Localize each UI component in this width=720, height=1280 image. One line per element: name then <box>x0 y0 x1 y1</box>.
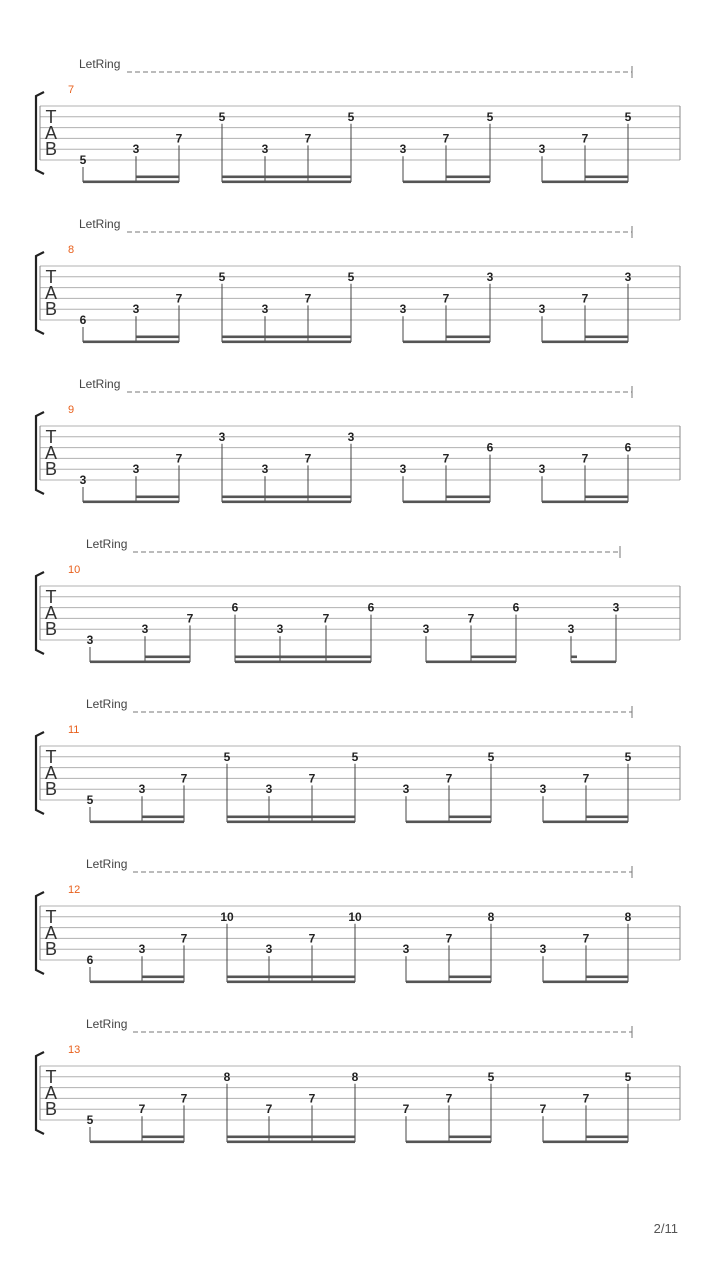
tab-clef-letter: T <box>45 747 57 767</box>
fret-number: 8 <box>624 909 632 924</box>
fret-number: 5 <box>218 109 226 124</box>
beam-primary <box>403 501 490 504</box>
fret-number: 3 <box>538 302 546 317</box>
tab-clef-letter: B <box>44 779 58 799</box>
fret-number: 5 <box>624 749 632 764</box>
fret-number: 3 <box>265 942 273 957</box>
fret-number: 3 <box>538 142 546 157</box>
fret-number: 10 <box>348 909 362 924</box>
tab-clef-letter: B <box>44 459 58 479</box>
fret-number: 3 <box>261 142 269 157</box>
beam-primary <box>571 661 616 664</box>
beam-secondary <box>136 496 179 499</box>
fret-number: 7 <box>186 611 194 626</box>
beam-secondary <box>585 176 628 179</box>
fret-number: 5 <box>86 1113 94 1127</box>
fret-number: 5 <box>624 109 632 124</box>
fret-number: 3 <box>399 142 407 157</box>
fret-number: 3 <box>612 600 620 615</box>
fret-number: 7 <box>581 451 589 466</box>
fret-number: 7 <box>308 771 316 786</box>
measure-number: 11 <box>68 724 80 736</box>
beam-primary <box>227 821 355 824</box>
fret-number: 7 <box>581 291 589 306</box>
fret-number: 10 <box>220 909 234 924</box>
fret-number: 7 <box>138 1102 146 1117</box>
beam-secondary <box>227 1136 312 1139</box>
beam-secondary <box>142 1136 184 1139</box>
fret-number: 7 <box>582 771 590 786</box>
fret-number: 6 <box>512 600 520 615</box>
beam-secondary <box>222 176 308 179</box>
fret-number: 5 <box>347 109 355 124</box>
fret-number: 7 <box>442 451 450 466</box>
measure-number: 9 <box>68 404 75 416</box>
beam-secondary <box>449 976 491 979</box>
tab-clef-letter: A <box>44 603 58 623</box>
beam-primary <box>83 181 179 184</box>
tab-clef-letter: B <box>44 1099 58 1119</box>
fret-number: 7 <box>180 1091 188 1106</box>
beam-primary <box>90 1141 184 1144</box>
fret-number: 3 <box>539 942 547 957</box>
measure-number: 13 <box>68 1044 81 1056</box>
beam-secondary <box>222 336 308 339</box>
beam-secondary <box>142 976 184 979</box>
tab-clef-letter: T <box>45 267 57 287</box>
beam-primary <box>542 341 628 344</box>
beam-primary <box>406 981 491 984</box>
fret-number: 7 <box>265 1102 273 1117</box>
fret-number: 6 <box>231 600 239 615</box>
fret-number: 7 <box>582 931 590 946</box>
letring-label: LetRing <box>79 217 121 231</box>
beam-secondary <box>586 816 628 819</box>
measure-number: 7 <box>68 84 75 96</box>
tab-clef-letter: A <box>44 283 58 303</box>
fret-number: 3 <box>265 782 273 797</box>
letring-label: LetRing <box>79 57 121 71</box>
beam-primary <box>406 821 491 824</box>
fret-number: 5 <box>218 269 226 284</box>
fret-number: 8 <box>487 909 495 924</box>
fret-number: 7 <box>582 1091 590 1106</box>
tab-clef-letter: T <box>45 1067 57 1087</box>
beam-secondary <box>585 336 628 339</box>
beam-secondary <box>586 1136 628 1139</box>
fret-number: 8 <box>223 1069 231 1084</box>
beam-secondary <box>471 656 516 659</box>
tab-clef-letter: T <box>45 587 57 607</box>
beam-secondary <box>446 176 490 179</box>
beam-secondary <box>446 336 490 339</box>
fret-number: 3 <box>276 622 284 637</box>
fret-number: 3 <box>486 269 494 284</box>
fret-number: 6 <box>486 440 494 455</box>
beam-primary <box>543 821 628 824</box>
fret-number: 3 <box>261 302 269 317</box>
fret-number: 7 <box>304 451 312 466</box>
fret-number: 3 <box>402 942 410 957</box>
beam-primary <box>222 341 351 344</box>
beam-secondary <box>227 816 312 819</box>
beam-primary <box>222 181 351 184</box>
fret-number: 7 <box>175 131 183 146</box>
beam-primary <box>542 501 628 504</box>
tab-clef-letter: T <box>45 427 57 447</box>
tab-clef-letter: T <box>45 907 57 927</box>
fret-number: 7 <box>442 291 450 306</box>
beam-primary <box>426 661 516 664</box>
beam-primary <box>90 661 190 664</box>
tab-clef-letter: T <box>45 107 57 127</box>
beam-primary <box>222 501 351 504</box>
fret-number: 3 <box>138 942 146 957</box>
fret-number: 7 <box>175 291 183 306</box>
fret-number: 3 <box>138 782 146 797</box>
fret-number: 7 <box>180 771 188 786</box>
letring-label: LetRing <box>86 537 128 551</box>
fret-number: 3 <box>539 782 547 797</box>
beam-secondary <box>449 1136 491 1139</box>
tab-clef-letter: A <box>44 923 58 943</box>
fret-number: 3 <box>261 462 269 477</box>
beam-secondary <box>227 976 312 979</box>
letring-label: LetRing <box>79 377 121 391</box>
fret-number: 7 <box>322 611 330 626</box>
beam-primary <box>235 661 371 664</box>
beam-primary <box>227 981 355 984</box>
fret-number: 7 <box>445 1091 453 1106</box>
beam-primary <box>227 1141 355 1144</box>
letring-label: LetRing <box>86 857 128 871</box>
fret-number: 5 <box>487 1069 495 1084</box>
fret-number: 3 <box>347 429 355 444</box>
fret-number: 3 <box>141 622 149 637</box>
fret-number: 7 <box>175 451 183 466</box>
fret-number: 6 <box>86 953 94 967</box>
fret-number: 3 <box>218 429 226 444</box>
beam-secondary <box>585 496 628 499</box>
beam-secondary <box>235 656 326 659</box>
fret-number: 3 <box>132 142 140 157</box>
fret-number: 5 <box>86 793 94 807</box>
beam-primary <box>403 181 490 184</box>
letring-label: LetRing <box>86 1017 128 1031</box>
fret-number: 7 <box>581 131 589 146</box>
fret-number: 5 <box>486 109 494 124</box>
fret-number: 3 <box>402 782 410 797</box>
fret-number: 3 <box>86 633 94 647</box>
fret-number: 5 <box>351 749 359 764</box>
tab-clef-letter: A <box>44 443 58 463</box>
fret-number: 3 <box>624 269 632 284</box>
beam-primary <box>90 981 184 984</box>
beam-secondary <box>136 176 179 179</box>
beam-secondary <box>446 496 490 499</box>
measure-number: 10 <box>68 564 81 576</box>
fret-number: 3 <box>132 462 140 477</box>
fret-number: 7 <box>304 291 312 306</box>
beam-primary <box>406 1141 491 1144</box>
measure-number: 8 <box>68 244 75 256</box>
fret-number: 7 <box>180 931 188 946</box>
fret-number: 6 <box>367 600 375 615</box>
page-number: 2/11 <box>653 1221 678 1236</box>
fret-number: 5 <box>347 269 355 284</box>
beam-secondary <box>586 976 628 979</box>
fret-number: 3 <box>567 622 575 637</box>
beam-primary <box>90 821 184 824</box>
tab-clef-letter: A <box>44 123 58 143</box>
tab-clef-letter: A <box>44 763 58 783</box>
beam-secondary <box>449 816 491 819</box>
beam-primary <box>542 181 628 184</box>
fret-number: 7 <box>308 1091 316 1106</box>
beam-secondary <box>571 656 577 659</box>
tab-clef-letter: A <box>44 1083 58 1103</box>
beam-secondary <box>145 656 190 659</box>
letring-label: LetRing <box>86 697 128 711</box>
fret-number: 7 <box>445 771 453 786</box>
fret-number: 5 <box>223 749 231 764</box>
fret-number: 5 <box>487 749 495 764</box>
beam-primary <box>543 981 628 984</box>
beam-secondary <box>222 496 308 499</box>
fret-number: 7 <box>308 931 316 946</box>
fret-number: 5 <box>79 153 87 167</box>
fret-number: 6 <box>624 440 632 455</box>
fret-number: 3 <box>538 462 546 477</box>
fret-number: 7 <box>304 131 312 146</box>
fret-number: 7 <box>442 131 450 146</box>
fret-number: 3 <box>79 473 87 487</box>
fret-number: 7 <box>445 931 453 946</box>
beam-primary <box>83 341 179 344</box>
beam-secondary <box>142 816 184 819</box>
fret-number: 5 <box>624 1069 632 1084</box>
fret-number: 8 <box>351 1069 359 1084</box>
fret-number: 6 <box>79 313 87 327</box>
fret-number: 7 <box>539 1102 547 1117</box>
tab-clef-letter: B <box>44 619 58 639</box>
beam-primary <box>403 341 490 344</box>
fret-number: 3 <box>422 622 430 637</box>
fret-number: 7 <box>467 611 475 626</box>
tab-clef-letter: B <box>44 939 58 959</box>
fret-number: 7 <box>402 1102 410 1117</box>
fret-number: 3 <box>132 302 140 317</box>
tab-clef-letter: B <box>44 299 58 319</box>
fret-number: 3 <box>399 302 407 317</box>
beam-secondary <box>136 336 179 339</box>
tab-clef-letter: B <box>44 139 58 159</box>
beam-primary <box>543 1141 628 1144</box>
beam-primary <box>83 501 179 504</box>
measure-number: 12 <box>68 884 81 896</box>
fret-number: 3 <box>399 462 407 477</box>
